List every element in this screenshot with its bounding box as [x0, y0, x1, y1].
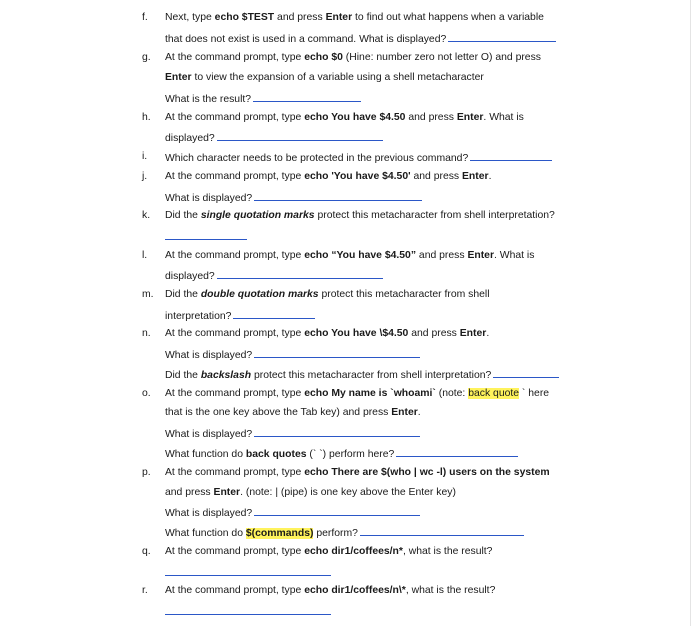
- answer-blank-k[interactable]: [165, 229, 247, 240]
- item-n-line2: What is displayed?: [165, 347, 420, 363]
- item-label-l: l.: [142, 250, 148, 261]
- answer-blank-n2[interactable]: [493, 367, 559, 378]
- item-label-i: i.: [142, 151, 148, 162]
- item-o-line1: At the command prompt, type echo My name is `whoami` (note: back quote ` here: [165, 388, 550, 399]
- item-j-line2: What is displayed?: [165, 190, 422, 206]
- item-n-line3: Did the backslash protect this metacharacter from shell interpretation?: [165, 367, 559, 383]
- item-q-line1: At the command prompt, type echo dir1/coffees/n*, what is the result?: [165, 546, 493, 557]
- item-g-line2: Enter to view the expansion of a variable using a shell metacharacter: [165, 72, 484, 83]
- item-label-f: f.: [142, 12, 148, 23]
- answer-blank-o1[interactable]: [254, 426, 420, 437]
- item-label-p: p.: [142, 467, 151, 478]
- item-label-k: k.: [142, 210, 151, 221]
- item-o-line2: that is the one key above the Tab key) and press Enter.: [165, 407, 421, 418]
- item-label-o: o.: [142, 388, 151, 399]
- answer-blank-m[interactable]: [233, 308, 315, 319]
- answer-blank-i[interactable]: [470, 150, 552, 161]
- item-label-n: n.: [142, 328, 151, 339]
- item-label-m: m.: [142, 289, 154, 300]
- answer-blank-p1[interactable]: [254, 505, 420, 516]
- commands-highlight: $(commands): [245, 528, 314, 539]
- item-k-line1: Did the single quotation marks protect this metacharacter from shell interpretation?: [165, 210, 555, 221]
- item-k-line2: [165, 229, 247, 245]
- item-p-line3: What is displayed?: [165, 505, 420, 521]
- item-j-line1: At the command prompt, type echo 'You have $4.50' and press Enter.: [165, 171, 492, 182]
- item-l-line2: displayed?: [165, 268, 383, 284]
- item-r-line1: At the command prompt, type echo dir1/coffees/n\*, what is the result?: [165, 585, 496, 596]
- answer-blank-f[interactable]: [448, 31, 556, 42]
- answer-blank-j[interactable]: [254, 190, 422, 201]
- item-q-line2: [165, 565, 331, 581]
- item-r-line2: [165, 604, 331, 620]
- item-n-line1: At the command prompt, type echo You have \$4.50 and press Enter.: [165, 328, 490, 339]
- item-label-r: r.: [142, 585, 148, 596]
- answer-blank-g[interactable]: [253, 91, 361, 102]
- item-g-line3: What is the result?: [165, 91, 361, 107]
- answer-blank-q[interactable]: [165, 565, 331, 576]
- item-label-g: g.: [142, 52, 151, 63]
- item-h-line2: displayed?: [165, 130, 383, 146]
- item-label-j: j.: [142, 171, 148, 182]
- item-o-line4: What function do back quotes (` `) perform here?: [165, 446, 518, 462]
- item-g-line1: At the command prompt, type echo $0 (Hine: number zero not letter O) and press: [165, 52, 541, 63]
- item-f-line2: that does not exist is used in a command. What is displayed?: [165, 31, 556, 47]
- answer-blank-h[interactable]: [217, 130, 383, 141]
- answer-blank-o2[interactable]: [396, 446, 518, 457]
- item-m-line2: interpretation?: [165, 308, 315, 324]
- answer-blank-l[interactable]: [217, 268, 383, 279]
- answer-blank-p2[interactable]: [360, 525, 524, 536]
- answer-blank-n1[interactable]: [254, 347, 420, 358]
- page-edge-divider: [690, 0, 691, 626]
- item-p-line4: What function do $(commands) perform?: [165, 525, 524, 541]
- item-f-line1: Next, type echo $TEST and press Enter to find out what happens when a variable: [165, 12, 544, 23]
- back-quote-highlight: back quote: [468, 388, 520, 399]
- item-label-h: h.: [142, 112, 151, 123]
- item-i-line1: Which character needs to be protected in the previous command?: [165, 150, 552, 166]
- item-label-q: q.: [142, 546, 151, 557]
- answer-blank-r[interactable]: [165, 604, 331, 615]
- item-o-line3: What is displayed?: [165, 426, 420, 442]
- item-l-line1: At the command prompt, type echo “You have $4.50” and press Enter. What is: [165, 250, 535, 261]
- item-m-line1: Did the double quotation marks protect this metacharacter from shell: [165, 289, 490, 300]
- item-h-line1: At the command prompt, type echo You have $4.50 and press Enter. What is: [165, 112, 524, 123]
- item-p-line2: and press Enter. (note: | (pipe) is one key above the Enter key): [165, 487, 456, 498]
- item-p-line1: At the command prompt, type echo There are $(who | wc -l) users on the system: [165, 467, 550, 478]
